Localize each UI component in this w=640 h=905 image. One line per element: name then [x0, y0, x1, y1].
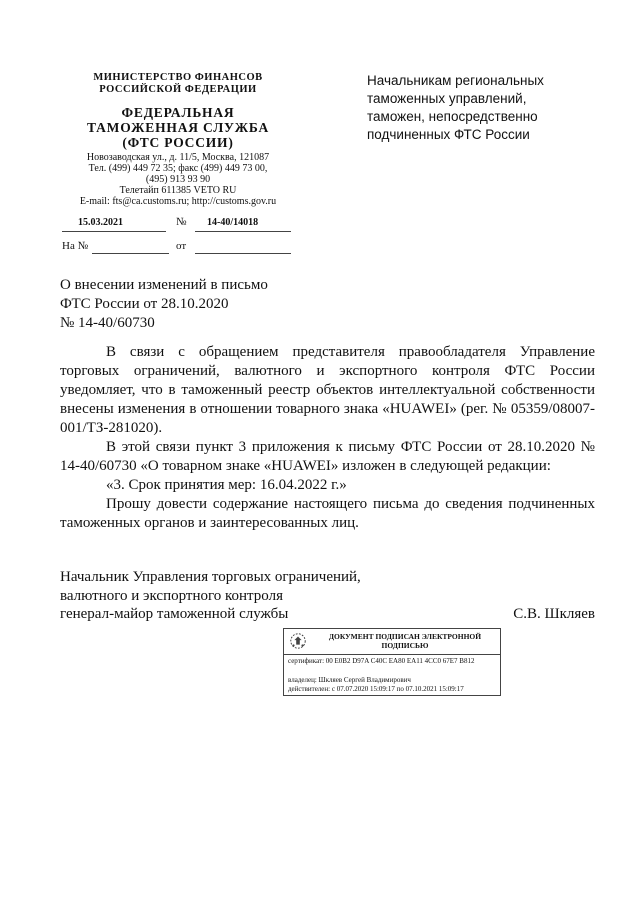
emblem-icon [289, 632, 307, 650]
reg-number-sign: № [176, 216, 187, 228]
stamp-header [312, 632, 498, 650]
ministry-line2: РОССИЙСКОЙ ФЕДЕРАЦИИ [99, 84, 257, 95]
phone2: (495) 913 93 90 [145, 174, 211, 185]
body-paragraph-4: Прошу довести содержание настоящего письма до сведения подчиненных таможенных органов и заинтересованных лиц. [60, 496, 595, 531]
address: Новозаводская ул., д. 11/5, Москва, 121087 [86, 152, 270, 163]
ministry-line1: МИНИСТЕРСТВО ФИНАНСОВ [93, 72, 263, 83]
email: E-mail: fts@ca.customs.ru; http://customs.gov.ru [79, 196, 277, 207]
body-paragraph-1: В связи с обращением представителя правообладателя Управление торговых ограничений, валютного и экспортного контроля ФТС России уведомляет, что в таможенный реестр объектов интеллектуальной собственности внесены изменения в отношении товарного знака «HUAWEI» (рег. № 05359/08007-001/ТЗ-281020). [60, 344, 595, 436]
reg-number: 14-40/14018 [207, 217, 259, 228]
service-line2: ТАМОЖЕННАЯ СЛУЖБА [86, 120, 270, 135]
body-paragraph-3: «3. Срок принятия мер: 16.04.2022 г.» [106, 477, 347, 493]
addressee-line3: таможен, непосредственно [367, 109, 538, 124]
reg-date-underline [62, 231, 166, 232]
stamp-validity: действителен: с 07.07.2020 15:09:17 по 07.10.2021 15:09:17 [288, 685, 464, 693]
ref-number-underline [92, 253, 169, 254]
service-line3: (ФТС РОССИИ) [122, 135, 234, 150]
addressee [367, 72, 607, 144]
addressee-line1: Начальникам региональных [367, 73, 544, 88]
service-name [60, 105, 296, 150]
subject [60, 276, 320, 333]
teletype: Телетайп 611385 VETO RU [119, 185, 237, 196]
stamp-header-line2: ПОДПИСЬЮ [381, 641, 429, 650]
body-paragraph-2: В этой связи пункт 3 приложения к письму ФТС России от 28.10.2020 № 14-40/60730 «О товарном знаке «HUAWEI» изложен в следующей редакции: [60, 439, 595, 474]
subject-line2: ФТС России от 28.10.2020 [60, 296, 229, 312]
ref-date-underline [195, 253, 291, 254]
addressee-line2: таможенных управлений, [367, 91, 527, 106]
contacts [60, 152, 296, 207]
stamp-owner: владелец: Шкляев Сергей Владимирович [288, 676, 411, 684]
ref-label: На № [62, 240, 89, 252]
stamp-certificate: сертификат: 00 E0B2 D97A C40C EA80 EA11 4CC0 67E7 B812 [288, 657, 475, 665]
signatory-title-line1: Начальник Управления торговых ограничений, [60, 569, 361, 585]
ref-from: от [176, 240, 187, 252]
signatory-title-line2: валютного и экспортного контроля [60, 587, 283, 604]
subject-line1: О внесении изменений в письмо [60, 277, 268, 293]
digital-signature-stamp [283, 628, 501, 696]
service-line1: ФЕДЕРАЛЬНАЯ [121, 105, 235, 120]
reg-number-underline [195, 231, 291, 232]
signatory-name: С.В. Шкляев [513, 606, 595, 622]
reg-date: 15.03.2021 [78, 217, 123, 228]
stamp-divider [284, 654, 500, 655]
stamp-header-line1: ДОКУМЕНТ ПОДПИСАН ЭЛЕКТРОННОЙ [328, 632, 482, 641]
signatory-title-line3: генерал-майор таможенной службы [60, 606, 289, 622]
signatory-title [60, 568, 390, 624]
addressee-line4: подчиненных ФТС России [367, 127, 530, 142]
ministry-name [60, 72, 296, 96]
subject-line3: № 14-40/60730 [60, 315, 155, 331]
phone: Тел. (499) 449 72 35; факс (499) 449 73 00, [88, 163, 268, 174]
letter-body [60, 343, 595, 533]
